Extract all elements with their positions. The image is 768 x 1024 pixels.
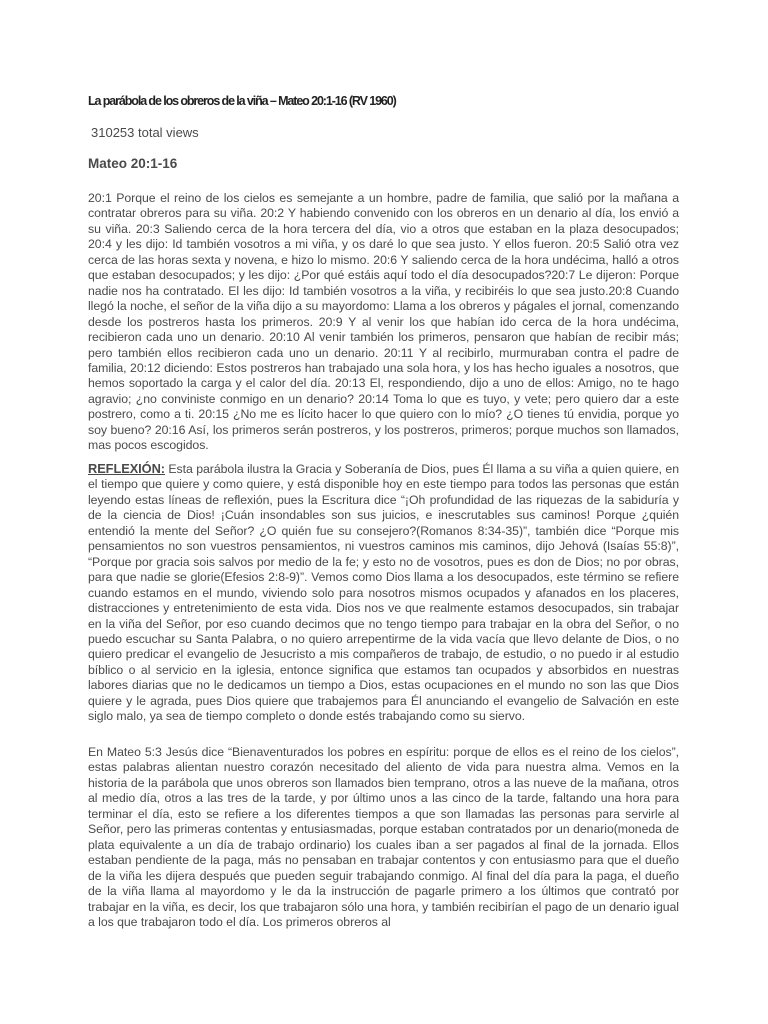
document-title: La parábola de los obreros de la viña – Mateo 20:1-16 (RV 1960) bbox=[88, 94, 396, 108]
scripture-paragraph: 20:1 Porque el reino de los cielos es semejante a un hombre, padre de familia, que salió por la mañana a contratar obreros para su viña. 20:2 Y habiendo convenido con los obreros en un denario al día, los envió a su viña. 20:3 Saliendo cerca de la hora tercera del día, vio a otros que estaban en la plaza desocupados; 20:4 y les dijo: Id también vosotros a mi viña, y os daré lo que sea justo. Y ellos fueron. 20:5 Salió otra vez cerca de las horas sexta y novena, e hizo lo mismo. 20:6 Y saliendo cerca de la hora undécima, halló a otros que estaban desocupados; y les dijo: ¿Por qué estáis aquí todo el día desocupados?20:7 Le dijeron: Porque nadie nos ha contratado. El les dijo: Id también vosotros a la viña, y recibiréis lo que sea justo.20:8 Cuando llegó la noche, el señor de la viña dijo a su mayordomo: Llama a los obreros y págales el jornal, comenzando desde los postreros hasta los primeros. 20:9 Y al venir los que habían ido cerca de la hora undécima, recibieron cada uno un denario. 20:10 Al venir también los primeros, pensaron que habían de recibir más; pero también ellos recibieron cada uno un denario. 20:11 Y al recibirlo, murmuraban contra el padre de familia, 20:12 diciendo: Estos postreros han trabajado una sola hora, y los has hecho iguales a nosotros, que hemos soportado la carga y el calor del día. 20:13 El, respondiendo, dijo a uno de ellos: Amigo, no te hago agravio; ¿no conviniste conmigo en un denario? 20:14 Toma lo que es tuyo, y vete; pero quiero dar a este postrero, como a ti. 20:15 ¿No me es lícito hacer lo que quiero con lo mío? ¿O tienes tú envidia, porque yo soy bueno? 20:16 Así, los primeros serán postreros, y los postreros, primeros; porque muchos son llamados, mas pocos escogidos. bbox=[88, 191, 679, 453]
reflection-paragraph bbox=[88, 461, 679, 725]
passage-heading: Mateo 20:1-16 bbox=[88, 156, 178, 171]
view-count: 310253 total views bbox=[91, 125, 199, 140]
reflection-body: Esta parábola ilustra la Gracia y Soberanía de Dios, pues Él llama a su viña a quien quiere, en el tiempo que quiere y como quiere, y está disponible hoy en este tiempo para todos las personas que están leyendo estas líneas de reflexión, pues la Escritura dice “¡Oh profundidad de las riquezas de la sabiduría y de la ciencia de Dios! ¡Cuán insondables son sus juicios, e inescrutables sus caminos! Porque ¿quién entendió la mente del Señor? ¿O quién fue su consejero?(Romanos 8:34-35)”, también dice “Porque mis pensamientos no son vuestros pensamientos, ni vuestros caminos mis caminos, dijo Jehová (Isaías 55:8)”, “Porque por gracia sois salvos por medio de la fe; y esto no de vosotros, pues es don de Dios; no por obras, para que nadie se glorie(Efesios 2:8-9)”. Vemos como Dios llama a los desocupados, este término se refiere cuando estamos en el mundo, viviendo solo para nosotros mismos ocupados y afanados en los placeres, distracciones y entretenimiento de esta vida. Dios nos ve que realmente estamos desocupados, sin trabajar en la viña del Señor, por eso cuando decimos que no tengo tiempo para trabajar en la obra del Señor, o no puedo escuchar su Santa Palabra, o no quiero arrepentirme de la vida vacía que llevo delante de Dios, o no quiero predicar el evangelio de Jesucristo a mis compañeros de trabajo, de estudio, o no puedo ir al estudio bíblico o al servicio en la iglesia, entonce significa que estamos tan ocupados y absorbidos en nuestras labores diarias que no le dedicamos un tiempo a Dios, estas ocupaciones en el mundo no son las que Dios quiere y le agrada, pues Dios quiere que trabajemos para Él anunciando el evangelio de Salvación en este siglo malo, ya sea de tiempo completo o donde estés trabajando como su siervo. bbox=[88, 462, 679, 724]
closing-paragraph: En Mateo 5:3 Jesús dice “Bienaventurados los pobres en espíritu: porque de ellos es el reino de los cielos”, estas palabras alientan nuestro corazón necesitado del aliento de vida para nuestra alma. Vemos en la historia de la parábola que unos obreros son llamados bien temprano, otros a las nueve de la mañana, otros al medio día, otros a las tres de la tarde, y por último unos a las cinco de la tarde, faltando una hora para terminar el día, esto se refiere a los diferentes tiempos a que son llamadas las personas para servirle al Señor, pero las primeras contentas y entusiasmadas, porque estaban contratados por un denario(moneda de plata equivalente a un día de trabajo ordinario) los cuales iban a ser pagados al final de la jornada. Ellos estaban pendiente de la paga, más no pensaban en trabajar contentos y con entusiasmo para que el dueño de la viña les dijera después que pueden seguir trabajando conmigo. Al final del día para la paga, el dueño de la viña llama al mayordomo y le da la instrucción de pagarle primero a los últimos que contrató por trabajar en la viña, es decir, los que trabajaron sólo una hora, y también recibirían el pago de un denario igual a los que trabajaron todo el día. Los primeros obreros al bbox=[88, 745, 679, 929]
reflection-label: REFLEXIÓN: bbox=[88, 461, 165, 476]
